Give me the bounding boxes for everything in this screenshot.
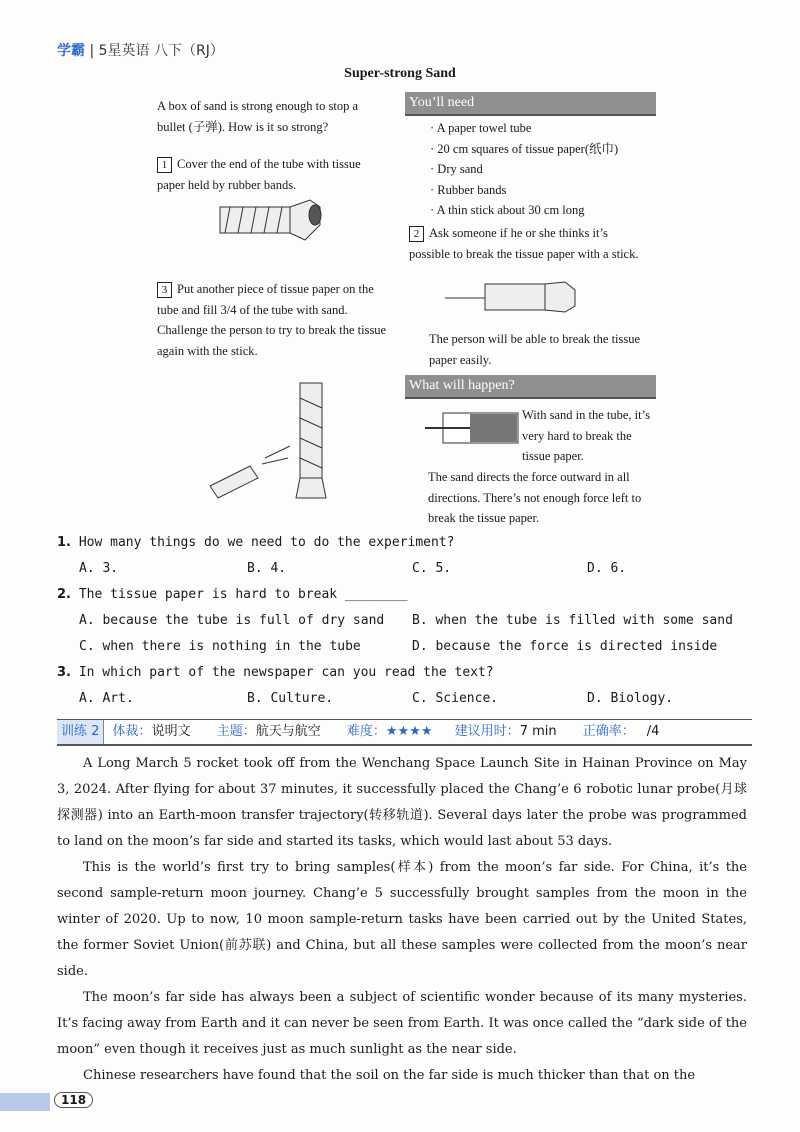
option[interactable]: D. because the force is directed inside — [412, 639, 718, 654]
option[interactable]: A. Art. — [79, 691, 134, 706]
step-2-result: The person will be able to break the tissue paper easily. — [429, 332, 641, 367]
intro-text: A box of sand is strong enough to stop a bullet (子弹). How is it so strong? — [157, 99, 359, 134]
option[interactable]: C. 5. — [412, 561, 452, 576]
list-item: · A paper towel tube — [430, 121, 532, 135]
what-will-happen-heading: What will happen? — [405, 375, 656, 399]
running-header: 学霸 | 5星英语 八下（RJ） — [57, 43, 224, 59]
list-item: · Rubber bands — [430, 182, 507, 197]
paragraph: This is the world’s first try to bring samples(样本) from the moon’s far side. For China, it’s the second sample-return moon journey. Chang’e 5 successfully brought samples from the moon in the winter of 2020. Up to now, 10 moon sample-return tasks have been carried out by the United States, the former Soviet Union(前苏联) and China, but all these samples were collected from the moon’s near side. — [57, 860, 747, 979]
step-1: 1 Cover the end of the tube with tissue paper held by rubber bands. — [157, 157, 361, 192]
step-2: 2 Ask someone if he or she thinks it’s possible to break the tissue paper with a stick. — [409, 226, 639, 261]
option[interactable]: A. because the tube is full of dry sand — [79, 613, 385, 628]
paragraph: Chinese researchers have found that the soil on the far side is much thicker than that on the — [83, 1068, 696, 1083]
materials-list — [430, 118, 660, 221]
question-3: 3. In which part of the newspaper can you read the text? — [57, 665, 494, 680]
brand-logo: 学霸 — [57, 43, 85, 59]
question-2: 2. The tissue paper is hard to break ________ — [57, 587, 408, 602]
book-series: 5星英语 八下（RJ） — [98, 43, 224, 59]
option[interactable]: C. Science. — [412, 691, 499, 706]
question-1: 1. How many things do we need to do the experiment? — [57, 535, 455, 550]
page-number: 118 — [54, 1092, 93, 1108]
list-item: · 20 cm squares of tissue paper(纸巾) — [430, 141, 619, 156]
option[interactable]: C. when there is nothing in the tube — [79, 639, 361, 654]
exercise-tag: 训练 2 — [57, 720, 104, 744]
paragraph: A Long March 5 rocket took off from the Wenchang Space Launch Site in Hainan Province on May 3, 2024. After flying for about 37 minutes, it successfully placed the Chang’e 6 robotic lunar probe(月球探测器) into an Earth-moon transfer trajectory(转移轨道). Several days later the probe was programmed to land on the moon’s far side and started its tasks, which would last about 53 days. — [57, 756, 747, 849]
reading-passage — [57, 751, 747, 1089]
list-item: · A thin stick about 30 cm long — [430, 203, 585, 217]
option[interactable]: B. 4. — [247, 561, 287, 576]
option[interactable]: B. when the tube is filled with some sand — [412, 613, 733, 628]
list-item: · Dry sand — [430, 162, 483, 176]
option[interactable]: D. 6. — [587, 561, 627, 576]
page-tab-decoration — [0, 1093, 50, 1111]
tube-sand-illustration — [200, 378, 350, 508]
you-need-heading: You’ll need — [405, 92, 656, 116]
step-3: 3 Put another piece of tissue paper on the tube and fill 3/4 of the tube with sand. Challenge the person to try to break the tissue again with the stick. — [157, 282, 387, 358]
sand-tube-illustration — [425, 408, 520, 448]
difficulty-stars: ★★★★ — [385, 724, 433, 739]
option[interactable]: D. Biology. — [587, 691, 674, 706]
questions — [57, 535, 757, 717]
option[interactable]: B. Culture. — [247, 691, 334, 706]
article-title: Super-strong Sand — [344, 66, 456, 81]
happen-text-2: The sand directs the force outward in all directions. There’s not enough force left to break the tissue paper. — [428, 470, 642, 525]
happen-text-1: With sand in the tube, it’s very hard to break the tissue paper. — [522, 408, 650, 463]
paragraph: The moon’s far side has always been a subject of scientific wonder because of its many mysteries. It’s facing away from Earth and it can never be seen from Earth. It was once called the “dark side of the moon” even though it receives just as much sunlight as the near side. — [57, 990, 747, 1057]
tube-illustration-1 — [215, 195, 325, 245]
option[interactable]: A. 3. — [79, 561, 119, 576]
stick-tube-illustration — [445, 278, 585, 318]
exercise-info-strip: 训练 2 体裁：说明文 主题：航天与航空 难度：★★★★ 建议用时：7 min 正确率： /4 — [57, 719, 752, 746]
